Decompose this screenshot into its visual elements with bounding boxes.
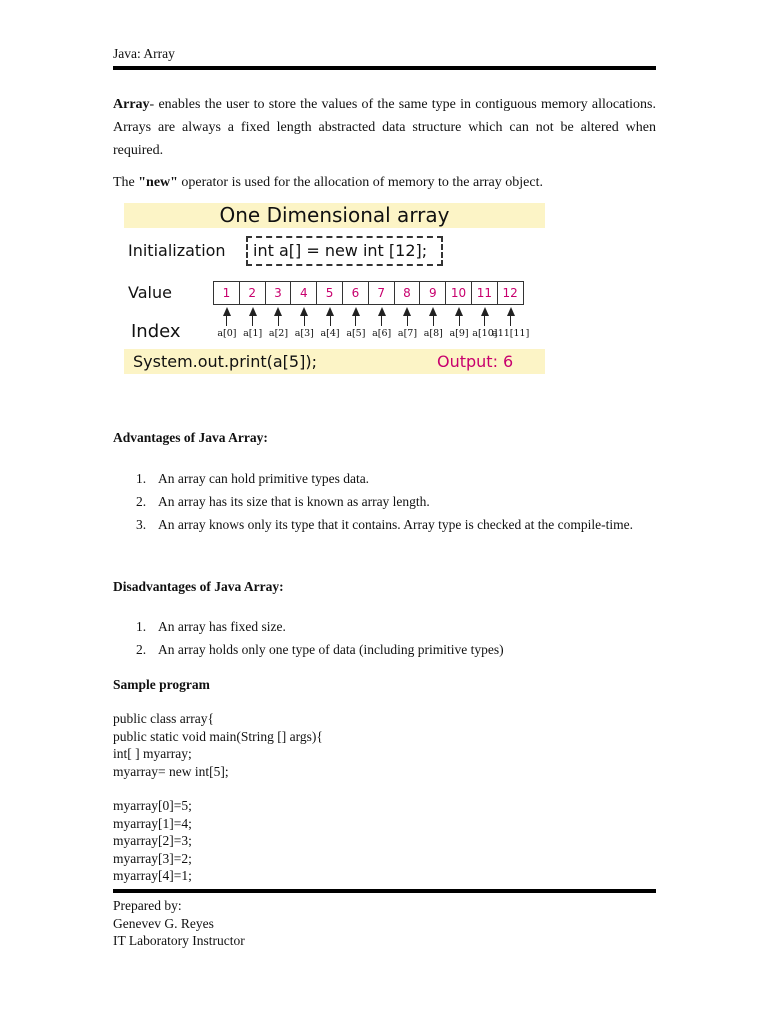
advantages-list [113, 467, 656, 536]
arrow-shaft [278, 313, 279, 326]
print-output: Output: 6 [437, 352, 514, 371]
arrow-shaft [355, 313, 356, 326]
arrow-shaft [226, 313, 227, 326]
code-line: public static void main(String [] args){ [113, 728, 323, 744]
new-operator-sentence [113, 175, 543, 191]
array-cell: 12 [497, 281, 524, 305]
list-item-text: An array has fixed size. [158, 619, 286, 634]
code-line: public class array{ [113, 711, 214, 726]
disadvantages-heading: Disadvantages of Java Array: [113, 579, 284, 594]
list-number: 1. [136, 471, 147, 486]
init-code-box: int a[] = new int [12]; [246, 236, 443, 266]
new-keyword: "new" [138, 175, 178, 190]
array-cell: 1 [213, 281, 240, 305]
list-item [113, 490, 656, 513]
footer-prepared-by: Prepared by: [113, 898, 182, 913]
arrow-shaft [252, 313, 253, 326]
print-statement: System.out.print(a[5]); [133, 352, 317, 371]
code-line: myarray[0]=5; [113, 798, 192, 813]
array-cell: 3 [265, 281, 292, 305]
list-item-text: An array holds only one type of data (including primitive types) [158, 642, 504, 657]
array-cell: 7 [368, 281, 395, 305]
diagram-title-band [124, 203, 545, 228]
print-band [124, 349, 545, 374]
list-item-text: An array can hold primitive types data. [158, 471, 370, 486]
index-label-text: a[6] [372, 328, 392, 339]
new-prefix: The [113, 175, 139, 190]
arrow-shaft [407, 313, 408, 326]
array-cell: 6 [342, 281, 369, 305]
list-number: 2. [136, 642, 147, 657]
sample-code-block-2 [113, 797, 192, 885]
new-suffix: operator is used for the allocation of memory to the array object. [177, 175, 543, 190]
footer-rule [113, 889, 656, 893]
value-label: Value [128, 283, 172, 302]
index-label-text: a[5] [346, 328, 366, 339]
code-line: myarray= new int[5]; [113, 763, 229, 779]
array-cell: 8 [394, 281, 421, 305]
initialization-label: Initialization [128, 241, 226, 260]
array-cell: 2 [239, 281, 266, 305]
intro-term: Array [113, 97, 150, 112]
footer [113, 897, 245, 950]
list-number: 3. [136, 517, 147, 532]
arrow-shaft [304, 313, 305, 326]
index-label: Index [131, 321, 181, 342]
index-label-text: a[3] [294, 328, 314, 339]
array-cell: 11 [471, 281, 498, 305]
index-label-text: a[1] [243, 328, 263, 339]
index-label-text: a[2] [268, 328, 289, 339]
list-number: 2. [136, 494, 147, 509]
index-label-text: a[0] [217, 328, 237, 339]
diagram-title: One Dimensional array [219, 203, 450, 227]
footer-name: Genevev G. Reyes [113, 915, 214, 931]
list-number: 1. [136, 619, 147, 634]
code-line: myarray[4]=1; [113, 868, 192, 883]
advantages-heading: Advantages of Java Array: [113, 430, 268, 445]
array-cell: 9 [419, 281, 446, 305]
index-label-text: a[8] [423, 328, 443, 339]
array-diagram [113, 200, 553, 380]
index-label-text: a[10] [472, 328, 498, 339]
index-label-text: a[9] [449, 328, 469, 339]
sample-code-block-1 [113, 710, 323, 780]
index-arrow [492, 307, 530, 341]
list-item [113, 513, 656, 536]
intro-paragraph [113, 93, 656, 162]
list-item [113, 638, 656, 661]
list-item-text: An array has its size that is known as array length. [158, 494, 430, 509]
index-label-text: a[4] [320, 328, 340, 339]
code-line: int[ ] myarray; [113, 746, 192, 761]
array-cell: 10 [445, 281, 472, 305]
page-header-title: Java: Array [113, 46, 175, 61]
arrow-shaft [459, 313, 460, 326]
array-cell: 5 [316, 281, 343, 305]
array-cells [214, 281, 524, 305]
intro-text: - enables the user to store the values of the same type in contiguous memory allocations. Arrays are always a fixed length abstracted data structure which can not be altered when required. [113, 97, 656, 158]
index-arrows [214, 307, 530, 341]
code-line: myarray[3]=2; [113, 850, 192, 866]
index-label-text: a[7] [397, 328, 418, 339]
arrow-shaft [381, 313, 382, 326]
list-item [113, 467, 656, 490]
list-item [113, 615, 656, 638]
arrow-shaft [484, 313, 485, 326]
header-rule [113, 66, 656, 70]
code-line: myarray[2]=3; [113, 833, 192, 848]
list-item-text: An array knows only its type that it contains. Array type is checked at the compile-time. [158, 517, 633, 532]
disadvantages-list [113, 615, 656, 661]
index-label-text: a11[11] [492, 328, 530, 339]
array-cell: 4 [290, 281, 317, 305]
sample-heading: Sample program [113, 677, 210, 692]
arrow-shaft [510, 313, 511, 326]
arrow-shaft [330, 313, 331, 326]
footer-role: IT Laboratory Instructor [113, 933, 245, 948]
arrow-shaft [433, 313, 434, 326]
code-line: myarray[1]=4; [113, 815, 192, 831]
